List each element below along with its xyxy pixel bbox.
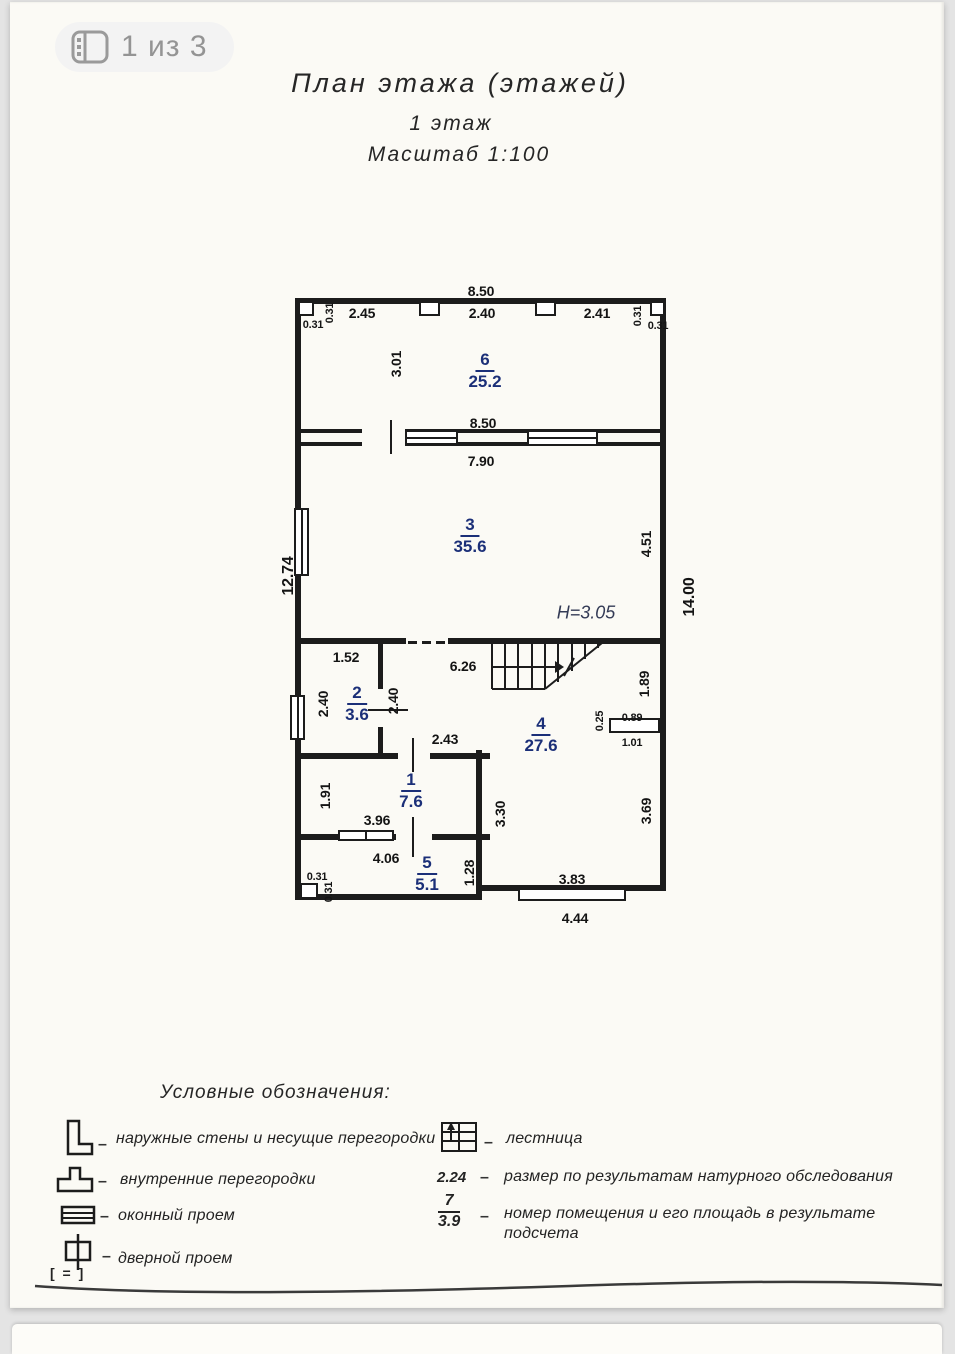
dimension-label: 2.43 [431,731,459,747]
legend-label-door: дверной проем [118,1250,233,1267]
legend-sample-dimension: 2.24 [437,1169,467,1186]
room-area: 3.6 [345,705,369,725]
dimension-label: 2.41 [583,305,611,321]
dimension-label: 0.31 [324,302,336,324]
scale-label: Масштаб 1:100 [367,143,551,166]
dimension-label: 0.89 [621,712,643,724]
legend-dash: – [102,1248,111,1265]
legend-dash: – [98,1136,107,1153]
sheet-bottom-line [10,2,944,1308]
dimension-label: 3.30 [492,800,508,828]
dimension-label: 3.83 [558,871,586,887]
room-number: 2 [347,683,366,705]
room-number: 5 [417,853,436,875]
legend-sample-room-number: 7 [438,1192,460,1213]
ceiling-height-note: Н=3.05 [556,602,616,623]
dimension-label: 4.06 [372,850,400,866]
dimension-label: 8.50 [467,283,495,299]
room-area: 27.6 [524,736,558,756]
dimension-label: 1.52 [332,649,360,665]
dimension-label: 14.00 [681,577,698,617]
page-indicator-badge[interactable] [55,22,234,72]
dimension-label: 12.74 [280,556,297,596]
legend-sample-room-area: 3.9 [438,1213,461,1231]
dimension-label: 4.44 [561,910,589,926]
dimension-label: 0.31 [306,871,328,883]
dimension-label: 4.51 [638,530,654,558]
room-number: 1 [401,770,420,792]
dimension-label: 3.01 [388,350,404,378]
room-area: 35.6 [453,537,487,557]
legend-label-window: оконный проем [118,1207,235,1224]
legend-dash: – [480,1208,489,1225]
legend-label-dimension: размер по результатам натурного обследования [504,1168,894,1185]
dimension-label: 7.90 [467,453,495,469]
room-area: 7.6 [399,792,423,812]
dimension-label: 0.31 [647,320,669,332]
page-title: План этажа (этажей) [291,68,629,98]
dimension-label: 2.40 [385,687,401,715]
dimension-label: 3.69 [638,797,654,825]
dimension-label: 0.31 [302,319,324,331]
legend-label-inner-walls: внутренние перегородки [120,1171,316,1188]
dimension-label: 1.01 [621,737,643,749]
dimension-label: 0.25 [594,710,606,732]
legend-label-room-number: номер помещения и его площадь в результате подсчета [504,1205,876,1242]
legend-dash: – [484,1134,493,1151]
room-area: 5.1 [415,875,439,895]
dimension-label: 1.91 [317,782,333,810]
legend-dash: – [480,1169,489,1186]
dimension-label: 0.31 [632,305,644,327]
dimension-label: 8.50 [469,415,497,431]
floor-label: 1 этаж [409,112,493,135]
dimension-label: 0.31 [323,881,335,903]
legend-heading: Условные обозначения: [160,1082,391,1103]
room-number: 6 [475,350,494,372]
scanned-page [10,2,944,1308]
pages-icon [71,30,109,64]
page-indicator-label: 1 из 3 [121,30,208,63]
dimension-label: 2.40 [468,305,496,321]
dimension-label: 2.40 [315,690,331,718]
room-number: 3 [460,515,479,537]
legend-label-stairs: лестница [506,1130,583,1147]
legend-dash: – [98,1173,107,1190]
dimension-label: 1.89 [636,670,652,698]
room-number: 4 [531,714,550,736]
dimension-label: 2.45 [348,305,376,321]
dimension-label: 1.28 [461,859,477,887]
legend-label-outer-walls: наружные стены и несущие перегородки [116,1130,436,1147]
room-area: 25.2 [468,372,502,392]
dimension-label: 3.96 [363,812,391,828]
legend-dash: – [100,1208,109,1225]
dimension-label: 6.26 [449,658,477,674]
door-symbol-brackets: [ = ] [50,1265,86,1281]
